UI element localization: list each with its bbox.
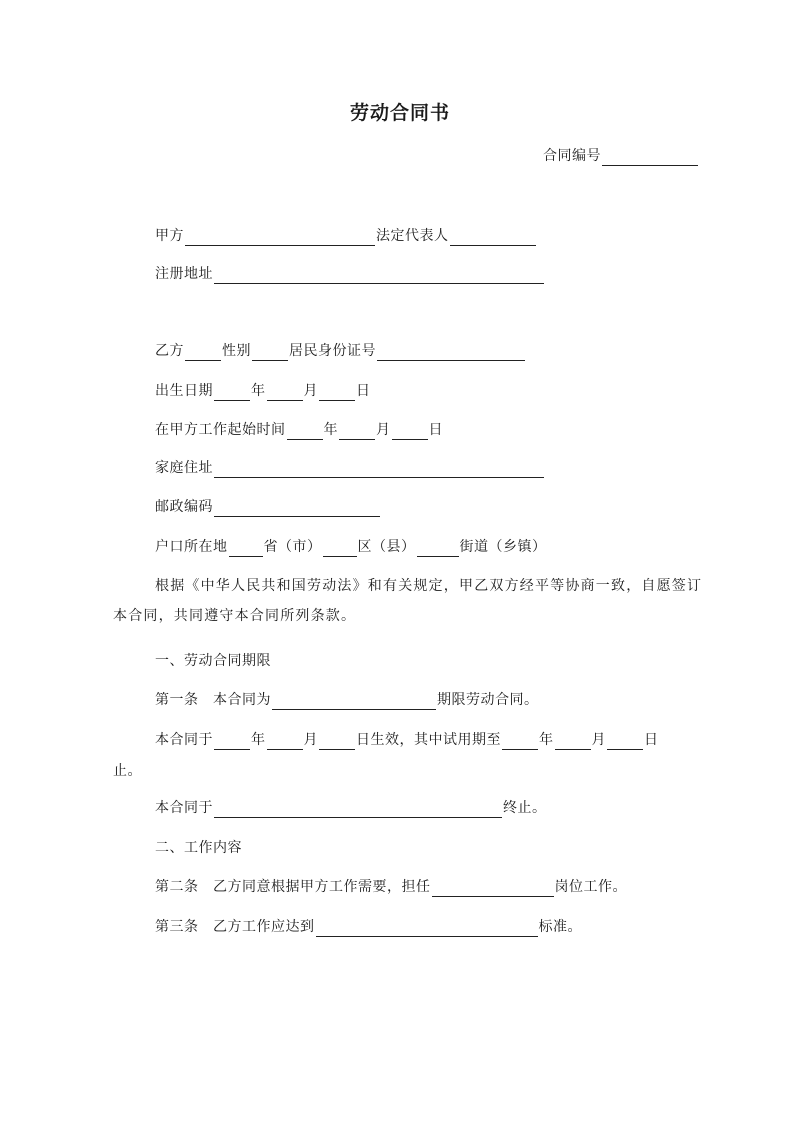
terminate-prefix: 本合同于 [155, 800, 213, 816]
party-b-blank [185, 344, 221, 361]
probation-year-blank [502, 733, 538, 750]
postcode-line [155, 497, 381, 517]
terminate-line [155, 798, 547, 818]
effective-middle: 日生效，其中试用期至 [356, 732, 501, 748]
gender-blank [252, 344, 288, 361]
effective-day-blank [319, 733, 355, 750]
birth-month-blank [267, 384, 303, 401]
article2-line [155, 877, 627, 897]
month-label: 月 [303, 383, 318, 399]
postcode-blank [214, 500, 380, 517]
day-label: 日 [428, 422, 443, 438]
effective-year-blank [214, 733, 250, 750]
home-address-blank [214, 461, 544, 478]
contract-number-label: 合同编号 [543, 148, 601, 164]
street-blank [417, 540, 459, 557]
contract-number-line [543, 146, 699, 166]
birth-day-blank [319, 384, 355, 401]
effective-month-blank [267, 733, 303, 750]
party-a-blank [185, 229, 375, 246]
hukou-line [155, 537, 547, 557]
article2-blank [432, 880, 554, 897]
article2-prefix: 第二条 乙方同意根据甲方工作需要，担任 [155, 879, 431, 895]
postcode-label: 邮政编码 [155, 499, 213, 515]
terminate-blank [214, 801, 502, 818]
reg-address-label: 注册地址 [155, 266, 213, 282]
home-address-label: 家庭住址 [155, 460, 213, 476]
probation-month-blank [555, 733, 591, 750]
document-title: 劳动合同书 [349, 102, 450, 124]
birth-date-line [155, 381, 371, 401]
month-label: 月 [303, 732, 318, 748]
article3-blank [316, 920, 538, 937]
month-label: 月 [376, 422, 391, 438]
effective-prefix: 本合同于 [155, 732, 213, 748]
start-work-label: 在甲方工作起始时间 [155, 422, 286, 438]
district-blank [323, 540, 357, 557]
province-label: 省（市） [263, 539, 322, 555]
hukou-label: 户口所在地 [155, 539, 228, 555]
section2-heading: 二、工作内容 [155, 840, 242, 856]
intro-paragraph: 根据《中华人民共和国劳动法》和有关规定，甲乙双方经平等协商一致，自愿签订本合同，共同遵守本合同所列条款。 [113, 578, 703, 624]
reg-address-blank [214, 267, 544, 284]
id-number-label: 居民身份证号 [289, 343, 376, 359]
gender-label: 性别 [222, 343, 251, 359]
start-year-blank [287, 423, 323, 440]
article1-line [155, 690, 539, 710]
article1-prefix: 第一条 本合同为 [155, 692, 271, 708]
effective-wrap: 止。 [113, 763, 142, 779]
article1-suffix: 期限劳动合同。 [437, 692, 539, 708]
year-label: 年 [251, 383, 266, 399]
probation-day-blank [607, 733, 643, 750]
article3-line [155, 917, 582, 937]
district-label: 区（县） [357, 539, 416, 555]
reg-address-line [155, 264, 545, 284]
party-a-line [155, 226, 537, 246]
party-b-line [155, 341, 526, 361]
year-label: 年 [251, 732, 266, 748]
party-b-label: 乙方 [155, 343, 184, 359]
id-number-blank [377, 344, 525, 361]
legal-rep-label: 法定代表人 [376, 228, 449, 244]
effective-end-char: 日 [644, 732, 659, 748]
effective-line [155, 730, 659, 750]
start-work-line [155, 420, 443, 440]
section1-heading: 一、劳动合同期限 [155, 653, 271, 669]
terminate-suffix: 终止。 [503, 800, 547, 816]
article1-blank [272, 693, 436, 710]
party-a-label: 甲方 [155, 228, 184, 244]
year-label: 年 [539, 732, 554, 748]
start-day-blank [392, 423, 428, 440]
article2-suffix: 岗位工作。 [554, 879, 627, 895]
article3-suffix: 标准。 [538, 919, 582, 935]
province-blank [229, 540, 263, 557]
day-label: 日 [356, 383, 371, 399]
home-address-line [155, 458, 545, 478]
birth-date-label: 出生日期 [155, 383, 213, 399]
street-label: 街道（乡镇） [459, 539, 547, 555]
legal-rep-blank [450, 229, 536, 246]
start-month-blank [339, 423, 375, 440]
year-label: 年 [323, 422, 338, 438]
contract-number-blank [602, 149, 698, 166]
article3-prefix: 第三条 乙方工作应达到 [155, 919, 315, 935]
birth-year-blank [214, 384, 250, 401]
month-label: 月 [591, 732, 606, 748]
